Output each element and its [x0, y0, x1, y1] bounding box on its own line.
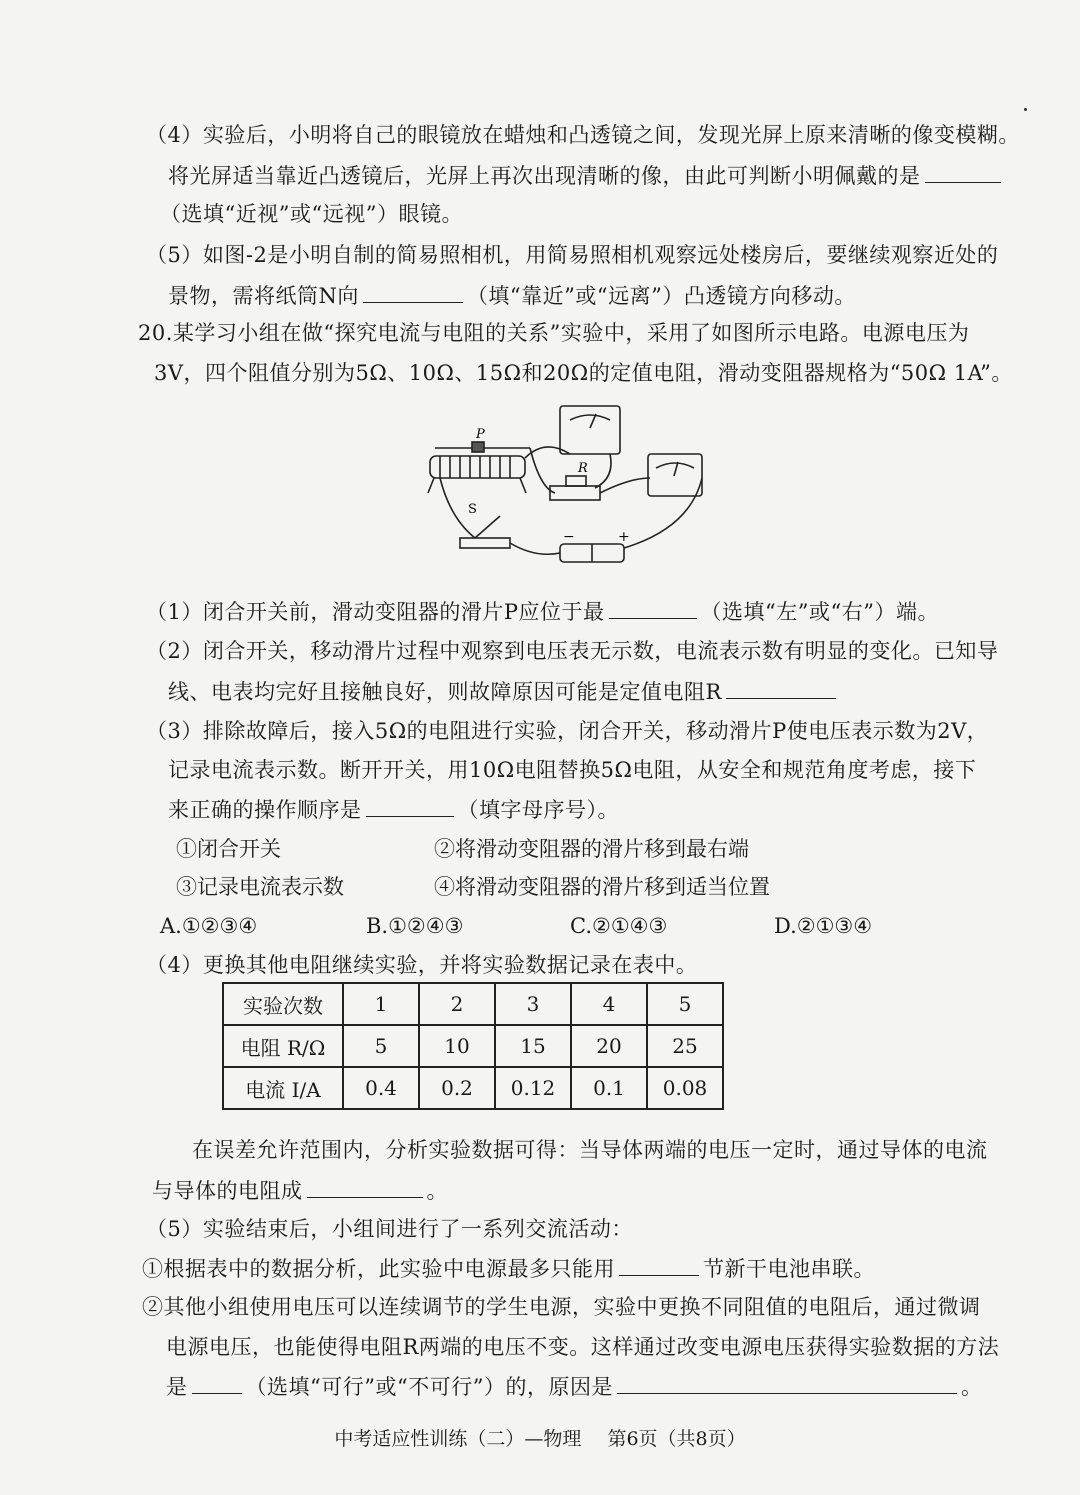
wire — [600, 478, 650, 493]
switch-base — [460, 538, 510, 548]
q19-p4-line2 — [168, 160, 1005, 191]
q20-p5: （5）实验结束后，小组间进行了一系列交流活动： — [146, 1217, 633, 1241]
table-cell: 0.12 — [495, 1067, 571, 1109]
table-cell: 3 — [495, 983, 571, 1025]
q20-stem-line1: 20.某学习小组在做“探究电流与电阻的关系”实验中，采用了如图所示电路。电源电压为 — [138, 321, 970, 345]
q20-p3-line2: 记录电流表示数。断开开关，用10Ω电阻替换5Ω电阻，从安全和规范角度考虑，接下 — [168, 758, 977, 782]
q19-p4-line3: （选填“近视”或“远视”）眼镜。 — [160, 202, 463, 226]
table-cell: 电流 I/A — [223, 1067, 343, 1109]
choice-b[interactable]: B.①②④③ — [366, 914, 464, 938]
table-cell: 1 — [343, 983, 419, 1025]
wire — [510, 543, 560, 554]
q20-p5-1-text-a: ①根据表中的数据分析，此实验中电源最多只能用 — [142, 1257, 615, 1281]
label-s: S — [468, 502, 477, 517]
table-row — [223, 1067, 723, 1109]
answer-blank[interactable] — [366, 794, 454, 817]
wire — [595, 454, 611, 488]
table-cell: 0.08 — [647, 1067, 723, 1109]
step-4: ④将滑动变阻器的滑片移到适当位置 — [434, 875, 770, 899]
q19-p5-line2 — [168, 280, 856, 311]
q20-conclusion-line1: 在误差允许范围内，分析实验数据可得：当导体两端的电压一定时，通过导体的电流 — [192, 1138, 988, 1162]
voltmeter-needle — [590, 414, 596, 428]
table-cell: 5 — [343, 1025, 419, 1067]
q19-p5-line2-text-a: 景物，需将纸筒N向 — [168, 284, 359, 308]
data-table — [222, 982, 724, 1110]
table-cell: 10 — [419, 1025, 495, 1067]
circuit-diagram — [420, 398, 720, 576]
answer-blank[interactable] — [925, 160, 1001, 183]
label-minus: − — [563, 529, 575, 545]
label-r: R — [578, 461, 588, 476]
q20-p5-2-line3 — [166, 1371, 982, 1402]
q20-conclusion-text-a: 与导体的电阻成 — [152, 1179, 303, 1203]
voltmeter — [560, 406, 620, 454]
q20-p5-2-line1: ②其他小组使用电压可以连续调节的学生电源，实验中更换不同阻值的电阻后，通过微调 — [142, 1295, 981, 1319]
resistor-r — [566, 476, 586, 486]
switch-lever — [475, 516, 500, 538]
answer-blank[interactable] — [619, 1253, 699, 1276]
q20-p2-line2-text: 线、电表均完好且接触良好，则故障原因可能是定值电阻R — [168, 680, 722, 704]
footer-page-number: 第6页（共8页） — [607, 1428, 746, 1450]
q20-p3-line3-text-a: 来正确的操作顺序是 — [168, 798, 362, 822]
q20-p5-2-line2: 电源电压，也能使得电阻R两端的电压不变。这样通过改变电源电压获得实验数据的方法 — [166, 1335, 1000, 1359]
step-2: ②将滑动变阻器的滑片移到最右端 — [434, 837, 749, 861]
q20-p4: （4）更换其他电阻继续实验，并将实验数据记录在表中。 — [146, 953, 698, 977]
q20-conclusion-text-b: 。 — [426, 1179, 448, 1203]
choice-c[interactable]: C.②①④③ — [570, 914, 668, 938]
label-plus: + — [618, 529, 630, 545]
q20-p5-1 — [142, 1253, 875, 1284]
choice-d[interactable]: D.②①③④ — [774, 914, 873, 938]
answer-blank[interactable] — [609, 596, 697, 619]
table-cell: 4 — [571, 983, 647, 1025]
table-cell: 0.2 — [419, 1067, 495, 1109]
q19-p5-line1: （5）如图-2是小明自制的简易照相机，用简易照相机观察远处楼房后，要继续观察近处的 — [146, 243, 999, 267]
answer-blank[interactable] — [726, 676, 836, 699]
step-1: ①闭合开关 — [176, 837, 281, 861]
scan-speck — [1024, 108, 1027, 111]
table-cell: 20 — [571, 1025, 647, 1067]
answer-blank[interactable] — [307, 1175, 423, 1198]
answer-blank[interactable] — [617, 1371, 957, 1394]
footer-exam-title: 中考适应性训练（二）—物理 — [334, 1428, 582, 1450]
table-cell: 2 — [419, 983, 495, 1025]
table-cell: 25 — [647, 1025, 723, 1067]
page-footer — [0, 1424, 1080, 1451]
q20-p5-1-text-b: 节新干电池串联。 — [703, 1257, 875, 1281]
q20-p5-2-text-c: 。 — [960, 1375, 983, 1399]
wire — [624, 478, 702, 548]
q20-stem-line2: 3V，四个阻值分别为5Ω、10Ω、15Ω和20Ω的定值电阻，滑动变阻器规格为“50Ω 1A”。 — [154, 361, 1013, 385]
q20-conclusion-line2 — [152, 1175, 448, 1206]
table-cell: 15 — [495, 1025, 571, 1067]
table-cell: 0.1 — [571, 1067, 647, 1109]
slider-p — [472, 442, 484, 452]
step-3: ③记录电流表示数 — [176, 875, 344, 899]
voltmeter-dial — [570, 415, 610, 420]
answer-blank[interactable] — [192, 1371, 242, 1394]
table-cell: 5 — [647, 983, 723, 1025]
q20-p1 — [146, 596, 939, 627]
q19-p4-line1: （4）实验后，小明将自己的眼镜放在蜡烛和凸透镜之间，发现光屏上原来清晰的像变模糊。 — [146, 123, 1020, 147]
table-row — [223, 983, 723, 1025]
ammeter-dial — [656, 463, 694, 468]
table-row — [223, 1025, 723, 1067]
ammeter-needle — [674, 462, 678, 476]
table-cell: 实验次数 — [223, 983, 343, 1025]
table-cell: 0.4 — [343, 1067, 419, 1109]
resistor-board — [550, 486, 600, 500]
choice-a[interactable]: A.①②③④ — [160, 914, 258, 938]
q20-p3-line3-text-b: （填字母序号）。 — [457, 798, 619, 822]
q19-p5-line2-text-b: （填“靠近”或“远离”）凸透镜方向移动。 — [466, 284, 856, 308]
table-cell: 电阻 R/Ω — [223, 1025, 343, 1067]
q20-p2-line1: （2）闭合开关，移动滑片过程中观察到电压表无示数，电流表示数有明显的变化。已知导 — [146, 639, 999, 663]
label-p: P — [476, 427, 485, 442]
rheostat-windings — [440, 456, 510, 478]
q20-p3-line3 — [168, 794, 619, 825]
q20-p5-2-text-b: （选填“可行”或“不可行”）的，原因是 — [245, 1375, 613, 1399]
q19-p4-line2-text: 将光屏适当靠近凸透镜后，光屏上再次出现清晰的像，由此可判断小明佩戴的是 — [168, 164, 921, 188]
q20-p2-line2 — [168, 676, 840, 707]
q20-p1-text-a: （1）闭合开关前，滑动变阻器的滑片P应位于最 — [146, 600, 605, 624]
q20-p3-line1: （3）排除故障后，接入5Ω的电阻进行实验，闭合开关，移动滑片P使电压表示数为2V， — [146, 719, 989, 743]
answer-blank[interactable] — [363, 280, 463, 303]
q20-p1-text-b: （选填“左”或“右”）端。 — [700, 600, 939, 624]
q20-p5-2-text-a: 是 — [166, 1375, 188, 1399]
